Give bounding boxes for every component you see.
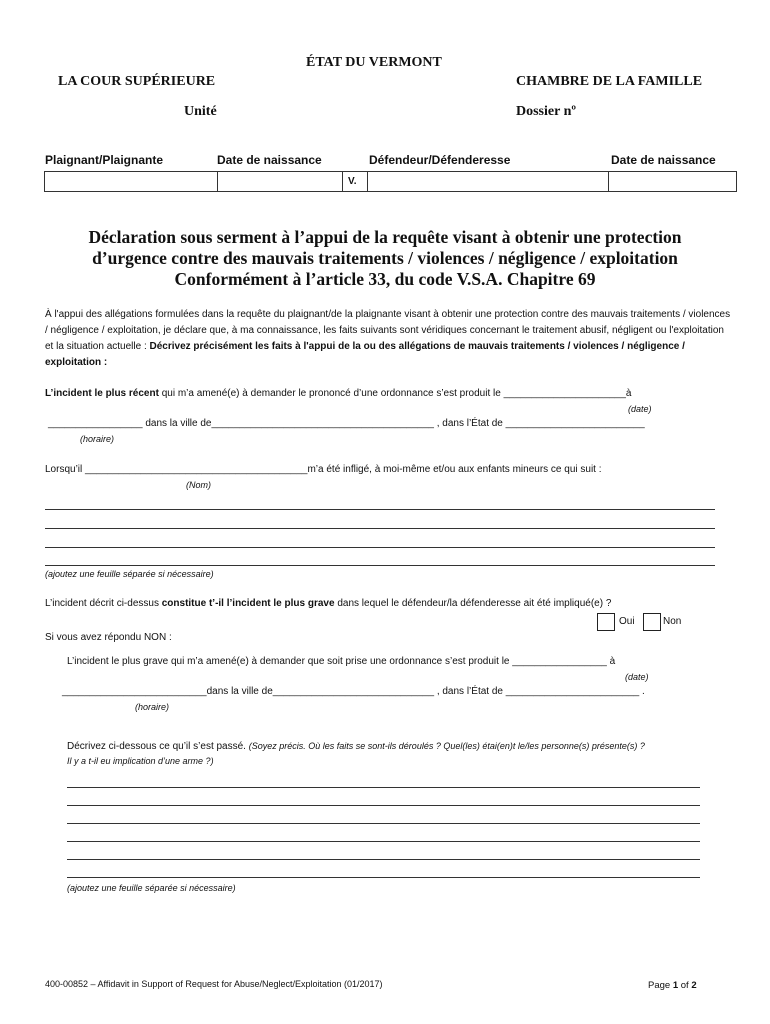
recent-incident-text: qui m’a amené(e) à demander le prononcé d’une ordonnance s’est produit le ______________________à: [158, 388, 632, 399]
versus-label: V.: [348, 176, 357, 187]
state-heading: ÉTAT DU VERMONT: [306, 55, 442, 70]
intro-bold-text: Décrivez précisément les faits à l'appui de la ou des allégations de mauvais traitements / violences / négligence / exploitation :: [45, 341, 685, 368]
form-title-line-2: d’urgence contre des mauvais traitements / violences / négligence / exploitation: [92, 248, 678, 268]
worst-incident-question: [45, 598, 611, 609]
worst-description-line-4[interactable]: [67, 841, 700, 842]
yes-label: Oui: [619, 616, 635, 627]
page-indicator: [648, 980, 697, 991]
plaintiff-dob-label: Date de naissance: [217, 153, 322, 167]
description-line-4[interactable]: [45, 565, 715, 566]
division-heading: CHAMBRE DE LA FAMILLE: [516, 74, 703, 89]
worst-incident-line: L’incident le plus grave qui m’a amené(e) à demander que soit prise une ordonnance s’est produit le _________________ à: [67, 656, 616, 667]
description-line-2[interactable]: [45, 528, 715, 529]
worst-description-line-6[interactable]: [67, 877, 700, 878]
unit-label: Unité: [184, 104, 217, 119]
separate-sheet-note-1: (ajoutez une feuille séparée si nécessaire): [45, 569, 214, 579]
defendant-name-field[interactable]: [367, 171, 609, 192]
describe-hint-2: Il y a t-il eu implication d’une arme ?): [67, 756, 214, 766]
defendant-label: Défendeur/Défenderesse: [369, 153, 511, 167]
plaintiff-name-field[interactable]: [44, 171, 218, 192]
recent-date-hint: (date): [628, 404, 652, 414]
page-prefix: Page: [648, 980, 673, 991]
yes-checkbox[interactable]: [597, 613, 615, 631]
worst-description-line-3[interactable]: [67, 823, 700, 824]
name-hint: (Nom): [186, 480, 211, 490]
recent-incident-line: [45, 388, 632, 399]
worst-question-bold: constitue t’-il l’incident le plus grave: [161, 598, 335, 609]
plaintiff-label: Plaignant/Plaignante: [45, 153, 164, 167]
worst-time-hint: (horaire): [135, 702, 170, 712]
when-line: Lorsqu’il ________________________________________m’a été infligé, à moi-même et/ou aux enfants mineurs ce qui suit :: [45, 464, 602, 475]
describe-hint-1: (Soyez précis. Où les faits se sont-ils déroulés ? Quel(les) étai(en)t le/les personne(s) présente(s) ?: [248, 741, 645, 751]
defendant-dob-field[interactable]: [608, 171, 737, 192]
worst-question-pre: L’incident décrit ci-dessus: [45, 598, 162, 609]
page-total: 2: [691, 980, 697, 991]
worst-description-line-2[interactable]: [67, 805, 700, 806]
form-title-line-1: Déclaration sous serment à l’appui de la requête visant à obtenir une protection: [88, 227, 682, 247]
describe-label: Décrivez ci-dessous ce qu’il s’est passé.: [67, 741, 249, 752]
form-number: 400-00852 – Affidavit in Support of Request for Abuse/Neglect/Exploitation (01/2017): [45, 979, 383, 989]
defendant-dob-label: Date de naissance: [611, 153, 716, 167]
worst-date-hint: (date): [625, 672, 649, 682]
recent-location-line: _________________ dans la ville de________________________________________ , dans l’État de _________________________: [48, 418, 645, 429]
court-heading: LA COUR SUPÉRIEURE: [58, 74, 216, 89]
intro-text: À l'appui des allégations formulées dans la requête du plaignant/de la plaignante visant à obtenir une protection contre des mauvais traitements / violences / négligence / exploitation, je déclare que, à ma connaissance, les faits suivants sont véridiques concernant le traitement abusif, négligent ou l'exploitation et la situation actuelle :: [45, 309, 731, 352]
recent-time-hint: (horaire): [80, 434, 115, 444]
page-number: 1: [672, 980, 679, 991]
separate-sheet-note-2: (ajoutez une feuille séparée si nécessaire): [67, 883, 236, 893]
intro-paragraph: [45, 307, 735, 371]
worst-location-line: __________________________dans la ville de_____________________________ , dans l’État de ________________________ .: [62, 686, 645, 697]
no-checkbox[interactable]: [643, 613, 661, 631]
worst-question-post: dans lequel le défendeur/la défenderesse ait été impliqué(e) ?: [334, 598, 612, 609]
description-line-1[interactable]: [45, 509, 715, 510]
if-no-label: Si vous avez répondu NON :: [45, 632, 172, 643]
plaintiff-dob-field[interactable]: [217, 171, 343, 192]
recent-incident-label: L’incident le plus récent: [45, 388, 159, 399]
form-title-line-3: Conformément à l’article 33, du code V.S.A. Chapitre 69: [174, 269, 596, 289]
worst-description-line-1[interactable]: [67, 787, 700, 788]
versus-cell: [342, 171, 368, 192]
worst-description-line-5[interactable]: [67, 859, 700, 860]
page-of: of: [678, 980, 692, 991]
description-line-3[interactable]: [45, 547, 715, 548]
describe-instructions: [67, 741, 645, 752]
no-label: Non: [663, 616, 682, 627]
docket-label: Dossier nº: [516, 104, 576, 119]
